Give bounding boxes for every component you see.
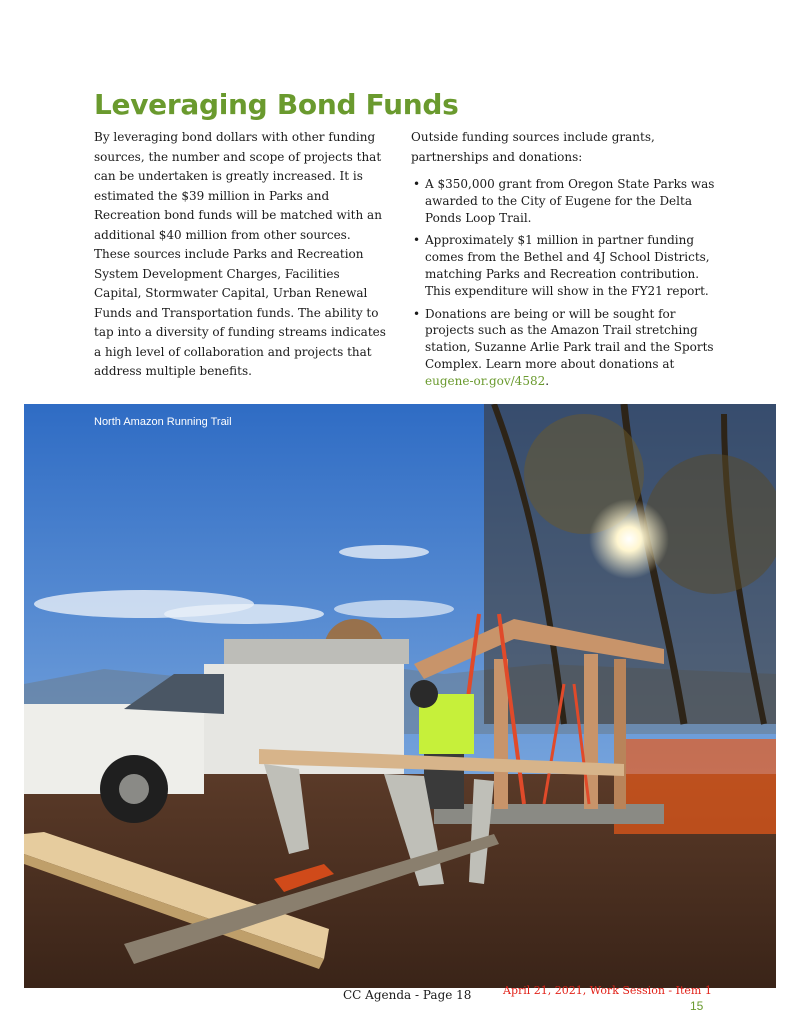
footer-session: April 21, 2021, Work Session - Item 1 xyxy=(503,984,712,997)
page-title: Leveraging Bond Funds xyxy=(94,88,459,121)
trail-photo xyxy=(24,404,776,988)
list-item-text: Approximately $1 million in partner funding comes from the Bethel and 4J School Districts, matching Parks and Recreation contribution. This expenditure will show in the FY21 report. xyxy=(425,233,710,298)
intro-paragraph: By leveraging bond dollars with other funding sources, the number and scope of projects that can be undertaken is greatly increased. It is estimated the $39 million in Parks and Recreation bond funds will be matched with an additional $40 million from other sources. These sources include Parks and Recreation System Development Charges, Facilities Capital, Stormwater Capital, Urban Renewal Funds and Transportation funds. The ability to tap into a diversity of funding streams indicates a high level of collaboration and projects that address multiple benefits. xyxy=(94,130,386,378)
list-item-text: Donations are being or will be sought for projects such as the Amazon Trail stretching station, Suzanne Arlie Park trail and the Sports Complex. Learn more about donations at xyxy=(425,306,714,371)
donation-link[interactable]: eugene-or.gov/4582 xyxy=(425,373,546,388)
list-item-text: A $350,000 grant from Oregon State Parks was awarded to the City of Eugene for the Delta Ponds Loop Trail. xyxy=(425,177,715,225)
list-item xyxy=(411,176,721,226)
trail-photo-illustration xyxy=(24,404,776,988)
left-column xyxy=(94,128,390,382)
footer-agenda: CC Agenda - Page 18 xyxy=(343,988,472,1002)
list-item xyxy=(411,232,721,299)
funding-intro: Outside funding sources include grants, partnerships and donations: xyxy=(411,130,655,164)
photo-caption: North Amazon Running Trail xyxy=(94,416,232,428)
funding-list xyxy=(411,176,721,390)
page-number: 15 xyxy=(690,999,704,1013)
list-item: • Donations are being or will be sought for projects such as the Amazon Trail stretching station, Suzanne Arlie Park trail and the Sports Complex. Learn more about donations at eugene-or.gov/4582. xyxy=(411,306,721,390)
right-column xyxy=(411,128,721,396)
